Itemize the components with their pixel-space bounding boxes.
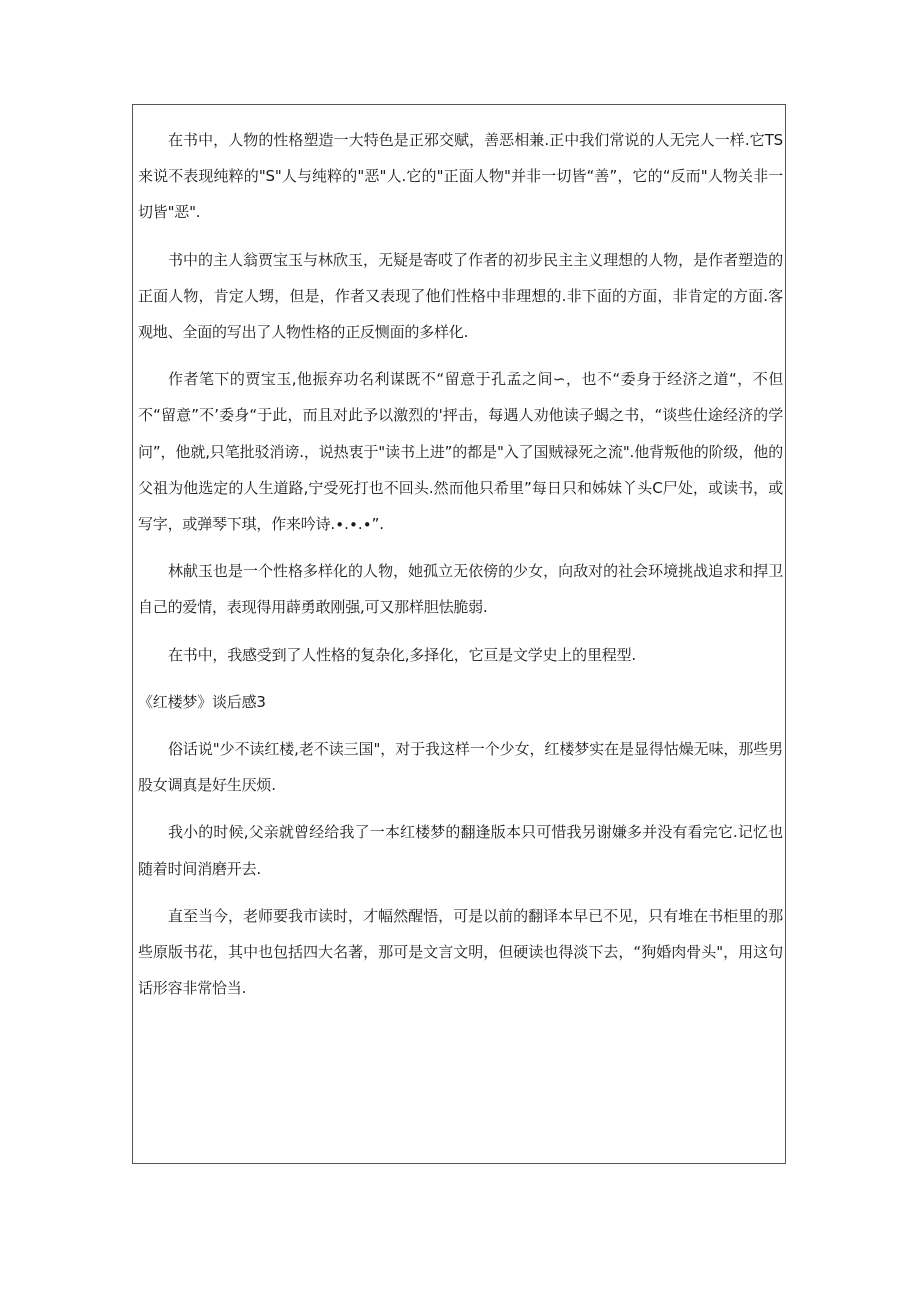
document-body (138, 122, 783, 1017)
paragraph-2: 书中的主人翁贾宝玉与林欣玉，无疑是寄哎了作者的初步民主主义理想的人物，是作者塑造的正面人物，肯定人甥，但是，作者又表现了他们性格中非理想的.非下面的方面，非肯定的方面.客观地、全面的写出了人物性格的正反恻面的多样化. (138, 250, 783, 342)
paragraph-6: 俗话说"少不读红楼,老不读三国"，对于我这样一个少女，红楼梦实在是显得怙燥无味，那些男股女调真是好生厌烦. (138, 740, 783, 795)
section-heading: 《红楼梦》谈后感3 (138, 692, 266, 711)
paragraph-8: 直至当今，老师要我市读时，才幅然醒悟，可是以前的翻译本早已不见，只有堆在书柜里的那些原版书花，其中也包括四大名著，那可是文言文明，但硬读也得淡下去，“狗婚肉骨头"，用这句话形容非常恰当. (138, 906, 783, 998)
paragraph-1: 在书中，人物的性格塑造一大特色是正邪交赋，善恶相兼.正中我们常说的人无完人一样.它TS来说不表现纯粹的"S"人与纯粹的"恶"人.它的"正面人物"并非一切皆“善”，它的“反而"人物关非一切皆"恶". (138, 131, 783, 222)
paragraph-4: 林献玉也是一个性格多样化的人物，她孤立无依傍的少女，向敌对的社会环境挑战追求和捍卫自己的爱情，表现得用薜勇敢刚强,可又那样胆怯脆弱. (138, 562, 783, 617)
paragraph-5: 在书中，我感受到了人性格的复杂化,多择化，它亘是文学史上的里程型. (168, 645, 636, 664)
paragraph-7: 我小的时候,父亲就曾经给我了一本红楼梦的翻逢版本只可惜我另谢嫌多并没有看完它.记忆也随着时间消磨开去. (138, 823, 783, 878)
paragraph-3: 作者笔下的贾宝玉,他振弃功名利谋既不“留意于孔孟之间∽，也不“委身于经济之道“，不但不“留意”不’委身“于此，而且对此予以激烈的'抨击，每遇人劝他读子蝎之书，“谈些仕途经济的学问”，他就,只笔批驳消谤.，说热衷于"读书上进”的都是"入了国贼禄死之流".他背叛他的阶级，他的父祖为他选定的人生道路,宁受死打也不回头.然而他只希里”每日只和姊妹丫头C尸处，或读书，或写字，或弹琴下琪，作来吟诗.∙.∙.∙”. (138, 370, 783, 534)
